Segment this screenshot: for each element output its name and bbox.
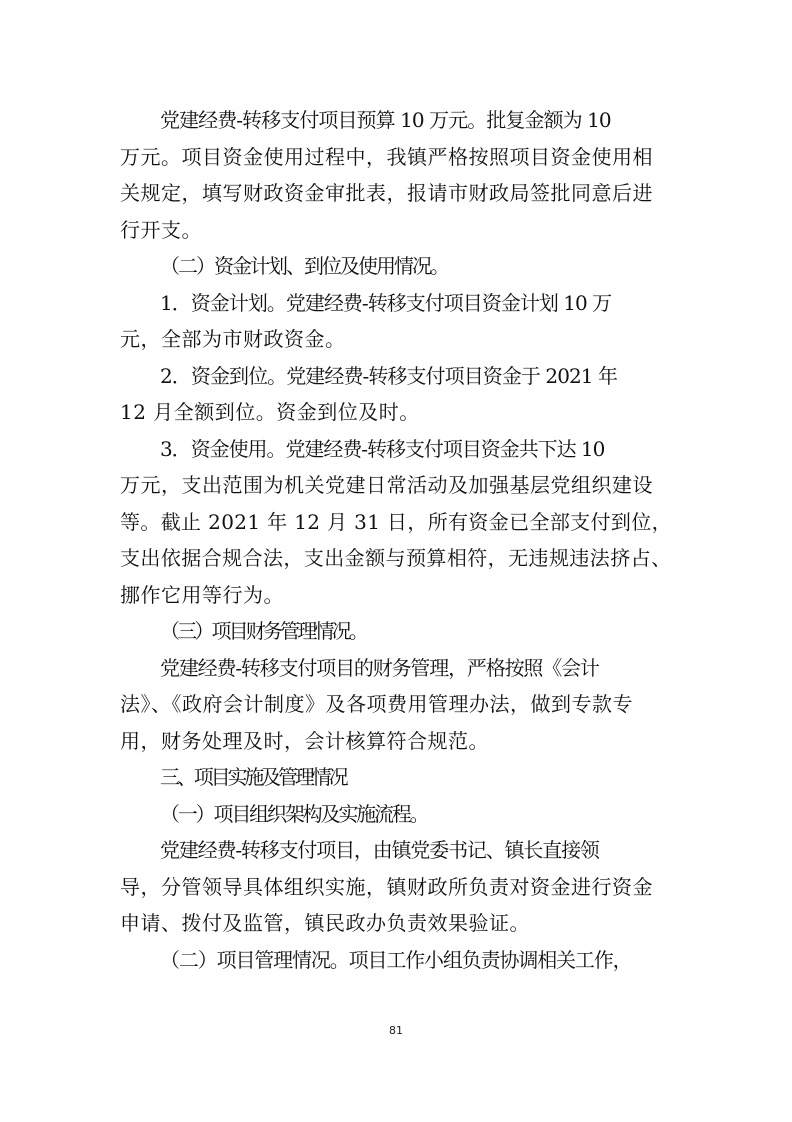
text-line: 党建经费-转移支付项目的财务管理，严格按照《会计: [160, 655, 599, 680]
page-footer: [0, 1024, 792, 1037]
paragraph-fund-use: [120, 431, 672, 614]
text-line: 党建经费-转移支付项目预算 10 万元。批复金额为 10: [160, 108, 611, 132]
text-line: 元，全部为市财政资金。: [120, 327, 346, 351]
text-line: 1．资金计划。党建经费-转移支付项目资金计划 10 万: [160, 290, 612, 315]
text-line: 12 月全额到位。资金到位及时。: [120, 400, 420, 424]
text-line: 党建经费-转移支付项目，由镇党委书记、镇长直接领: [160, 838, 599, 862]
text-line: 万元。项目资金使用过程中，我镇严格按照项目资金使用相: [120, 144, 653, 169]
text-line: 法》、《政府会计制度》及各项费用管理办法，做到专款专: [120, 692, 633, 716]
page-number: 81: [389, 1024, 403, 1037]
paragraph-fund-plan: [120, 285, 672, 358]
paragraph-organization: [120, 832, 672, 942]
text-line: （一）项目组织架构及实施流程。: [160, 801, 428, 826]
text-line: 行开支。: [120, 217, 202, 242]
text-line: 支出依据合规合法，支出金额与预算相符，无违规违法挤占、: [120, 546, 672, 570]
text-line: 申请、拨付及监管，镇民政办负责效果验证。: [120, 911, 530, 935]
section-heading-funds: [120, 248, 672, 285]
paragraph-fund-arrival: [120, 358, 672, 431]
text-line: （二）项目管理情况。项目工作小组负责协调相关工作，: [160, 947, 632, 972]
paragraph-budget: [120, 102, 672, 248]
text-line: 万元，支出范围为机关党建日常活动及加强基层党组织建设: [120, 473, 653, 497]
paragraph-management: [120, 942, 672, 979]
text-line: 用，财务处理及时，会计核算符合规范。: [120, 728, 489, 753]
text-line: 导，分管领导具体组织实施，镇财政所负责对资金进行资金: [120, 874, 653, 899]
text-line: 等。截止 2021 年 12 月 31 日，所有资金已全部支付到位，: [120, 509, 672, 534]
text-line: （二）资金计划、到位及使用情况。: [160, 254, 448, 278]
text-line: 关规定，填写财政资金审批表，报请市财政局签批同意后进: [120, 181, 653, 205]
text-line: 2．资金到位。党建经费-转移支付项目资金于 2021 年: [160, 363, 618, 388]
text-line: 3．资金使用。党建经费-转移支付项目资金共下达 10: [160, 436, 605, 461]
section-heading-organization: [120, 796, 672, 833]
text-line: 三、项目实施及管理情况: [160, 765, 346, 789]
document-body: [120, 102, 672, 978]
chapter-heading-implementation: [120, 759, 672, 796]
text-line: （三）项目财务管理情况。: [160, 619, 366, 643]
section-heading-finance: [120, 613, 672, 650]
text-line: 挪作它用等行为。: [120, 582, 284, 607]
paragraph-finance: [120, 650, 672, 760]
